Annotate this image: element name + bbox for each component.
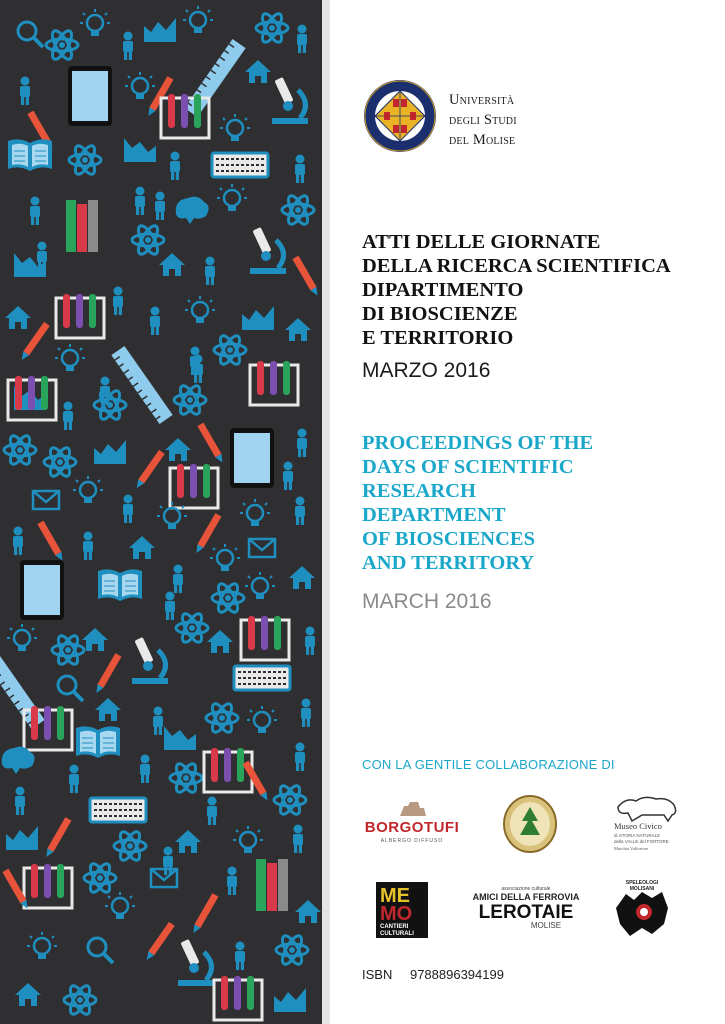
memo-logo-text-culturali: CULTURALI <box>380 931 414 937</box>
english-title-line: DAYS OF SCIENTIFIC <box>362 456 574 478</box>
university-name-line2: degli Studi <box>449 112 517 128</box>
isbn-label: ISBN <box>362 967 393 982</box>
italian-title-line: DIPARTIMENTO <box>362 279 524 301</box>
cover-content <box>330 0 725 1024</box>
lerotaie-logo-line3: MOLISE <box>530 921 562 930</box>
collaboration-heading: CON LA GENTILE COLLABORAZIONE DI <box>362 757 615 772</box>
lerotaie-logo-line2: LEROTAIE <box>478 902 574 923</box>
museo-logo-line4: Marchia Valfortore <box>614 846 649 851</box>
speleologi-logo-line2: MOLISANI <box>629 886 655 892</box>
museo-logo-line2: di STORIA NATURALE <box>614 833 661 838</box>
museo-civico-logo <box>612 793 686 857</box>
regional-park-logo <box>502 795 558 853</box>
english-title-line: OF BIOSCIENCES <box>362 528 535 550</box>
italian-title-line: DELLA RICERCA SCIENTIFICA <box>362 255 671 277</box>
english-title-line: DEPARTMENT <box>362 504 506 526</box>
bear-icon <box>618 797 676 821</box>
italian-title <box>362 230 712 350</box>
borgotufi-logo <box>360 796 464 848</box>
speleologi-logo-line1: SPELEOLOGI <box>625 880 659 886</box>
panel-divider <box>322 0 330 1024</box>
memo-logo-text-me: ME <box>380 885 410 907</box>
university-logo <box>363 79 563 159</box>
borgotufi-logo-name: BORGOTUFI <box>364 819 460 836</box>
english-title-line: PROCEEDINGS OF THE <box>362 432 594 454</box>
university-name-line1: Università <box>449 92 515 108</box>
science-icon-pattern-panel <box>0 0 322 1024</box>
speleologi-molisani-logo <box>612 878 672 938</box>
italian-date: MARZO 2016 <box>362 359 491 382</box>
university-name-line3: del Molise <box>449 132 516 148</box>
memo-cantieri-culturali-logo <box>374 880 430 940</box>
university-name <box>449 90 517 150</box>
memo-logo-text-mo: MO <box>380 903 413 925</box>
english-title-line: RESEARCH <box>362 480 476 502</box>
museo-logo-line3: della VALLE del FORTORE <box>614 839 669 844</box>
lerotaie-logo-line1: AMICI DELLA FERROVIA <box>472 892 580 902</box>
borgotufi-logo-subtitle: ALBERGO DIFFUSO <box>380 838 444 844</box>
english-date: MARCH 2016 <box>362 590 492 613</box>
lerotaie-logo <box>468 884 584 940</box>
english-title-line: AND TERRITORY <box>362 552 535 574</box>
museo-logo-line1: Museo Civico <box>614 821 662 831</box>
lerotaie-logo-top: associazione culturale <box>501 886 551 892</box>
english-title <box>362 431 712 575</box>
memo-logo-text-cantieri: CANTIERI <box>380 924 409 930</box>
university-seal-icon <box>363 79 437 153</box>
italian-title-line: E TERRITORIO <box>362 327 514 349</box>
borgotufi-logo-building-icon <box>400 802 426 816</box>
isbn <box>362 967 518 982</box>
italian-title-line: ATTI DELLE GIORNATE <box>362 231 601 253</box>
science-icons-pattern <box>0 0 322 1024</box>
italian-title-line: DI BIOSCIENZE <box>362 303 518 325</box>
isbn-number: 9788896394199 <box>409 967 504 982</box>
